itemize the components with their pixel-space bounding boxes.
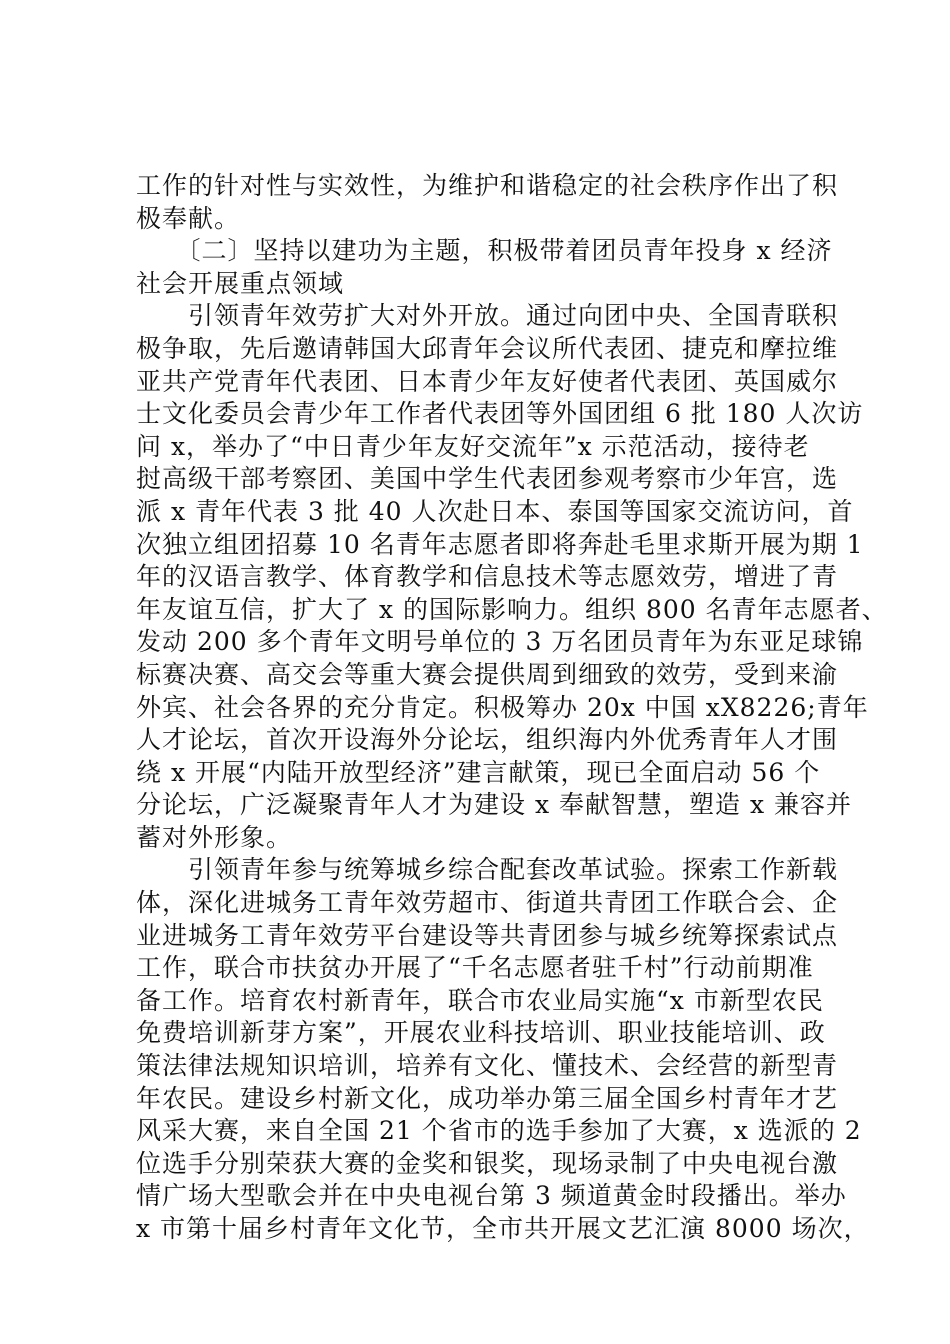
section-heading-line: 社会开展重点领域 xyxy=(136,268,345,298)
text-line: 体，深化进城务工青年效劳超市、街道共青团工作联合会、企 xyxy=(136,888,839,918)
text-line: 备工作。培育农村新青年，联合市农业局实施“x 市新型农民 xyxy=(136,985,824,1015)
text-line: 年友谊互信，扩大了 x 的国际影响力。组织 800 名青年志愿者、 xyxy=(136,594,888,624)
text-line: 问 x，举办了“中日青少年友好交流年”x 示范活动，接待老 xyxy=(136,431,810,461)
text-line: 引领青年效劳扩大对外开放。通过向团中央、全国青联积 xyxy=(136,301,839,331)
text-line: 外宾、社会各界的充分肯定。积极筹办 20x 中国 xX8226;青年 xyxy=(136,692,869,722)
text-line: 工作，联合市扶贫办开展了“千名志愿者驻千村”行动前期准 xyxy=(136,953,814,983)
text-line: 极奉献。 xyxy=(136,203,241,233)
text-line: 蓄对外形象。 xyxy=(136,822,293,852)
text-line: 派 x 青年代表 3 批 40 人次赴日本、泰国等国家交流访问，首 xyxy=(136,496,854,526)
text-line: 绕 x 开展“内陆开放型经济”建言献策，现已全面启动 56 个 xyxy=(136,757,821,787)
text-line: 位选手分别荣获大赛的金奖和银奖，现场录制了中央电视台激 xyxy=(136,1148,839,1178)
document-body xyxy=(136,170,888,1246)
text-line: 引领青年参与统筹城乡综合配套改革试验。探索工作新载 xyxy=(136,855,839,885)
text-line: 策法律法规知识培训，培养有文化、懂技术、会经营的新型青 xyxy=(136,1051,839,1081)
text-line: 标赛决赛、高交会等重大赛会提供周到细致的效劳，受到来渝 xyxy=(136,659,839,689)
text-line: 年的汉语言教学、体育教学和信息技术等志愿效劳，增进了青 xyxy=(136,562,839,592)
text-line: 情广场大型歌会并在中央电视台第 3 频道黄金时段播出。举办 xyxy=(136,1181,847,1211)
text-line: x 市第十届乡村青年文化节，全市共开展文艺汇演 8000 场次， xyxy=(136,1214,870,1243)
text-line: 士文化委员会青少年工作者代表团等外国团组 6 批 180 人次访 xyxy=(136,399,864,429)
text-line: 发动 200 多个青年文明号单位的 3 万名团员青年为东亚足球锦 xyxy=(136,627,864,657)
text-line: 年农民。建设乡村新文化，成功举办第三届全国乡村青年才艺 xyxy=(136,1083,839,1113)
text-line: 工作的针对性与实效性，为维护和谐稳定的社会秩序作出了积 xyxy=(136,171,839,200)
section-heading-line: 〔二〕坚持以建功为主题，积极带着团员青年投身 x 经济 xyxy=(136,236,833,266)
text-line: 风采大赛，来自全国 21 个省市的选手参加了大赛，x 选派的 2 xyxy=(136,1116,862,1146)
text-line: 挝高级干部考察团、美国中学生代表团参观考察市少年宫，选 xyxy=(136,464,839,494)
text-line: 业进城务工青年效劳平台建设等共青团参与城乡统筹探索试点 xyxy=(136,920,839,950)
text-line: 亚共产党青年代表团、日本青少年友好使者代表团、英国威尔 xyxy=(136,366,839,396)
text-line: 分论坛，广泛凝聚青年人才为建设 x 奉献智慧，塑造 x 兼容并 xyxy=(136,790,852,820)
text-line: 免费培训新芽方案”，开展农业科技培训、职业技能培训、政 xyxy=(136,1018,826,1048)
text-line: 人才论坛，首次开设海外分论坛，组织海内外优秀青年人才围 xyxy=(136,725,839,755)
text-line: 次独立组团招募 10 名青年志愿者即将奔赴毛里求斯开展为期 1 xyxy=(136,529,864,559)
text-line: 极争取，先后邀请韩国大邱青年会议所代表团、捷克和摩拉维 xyxy=(136,333,839,363)
